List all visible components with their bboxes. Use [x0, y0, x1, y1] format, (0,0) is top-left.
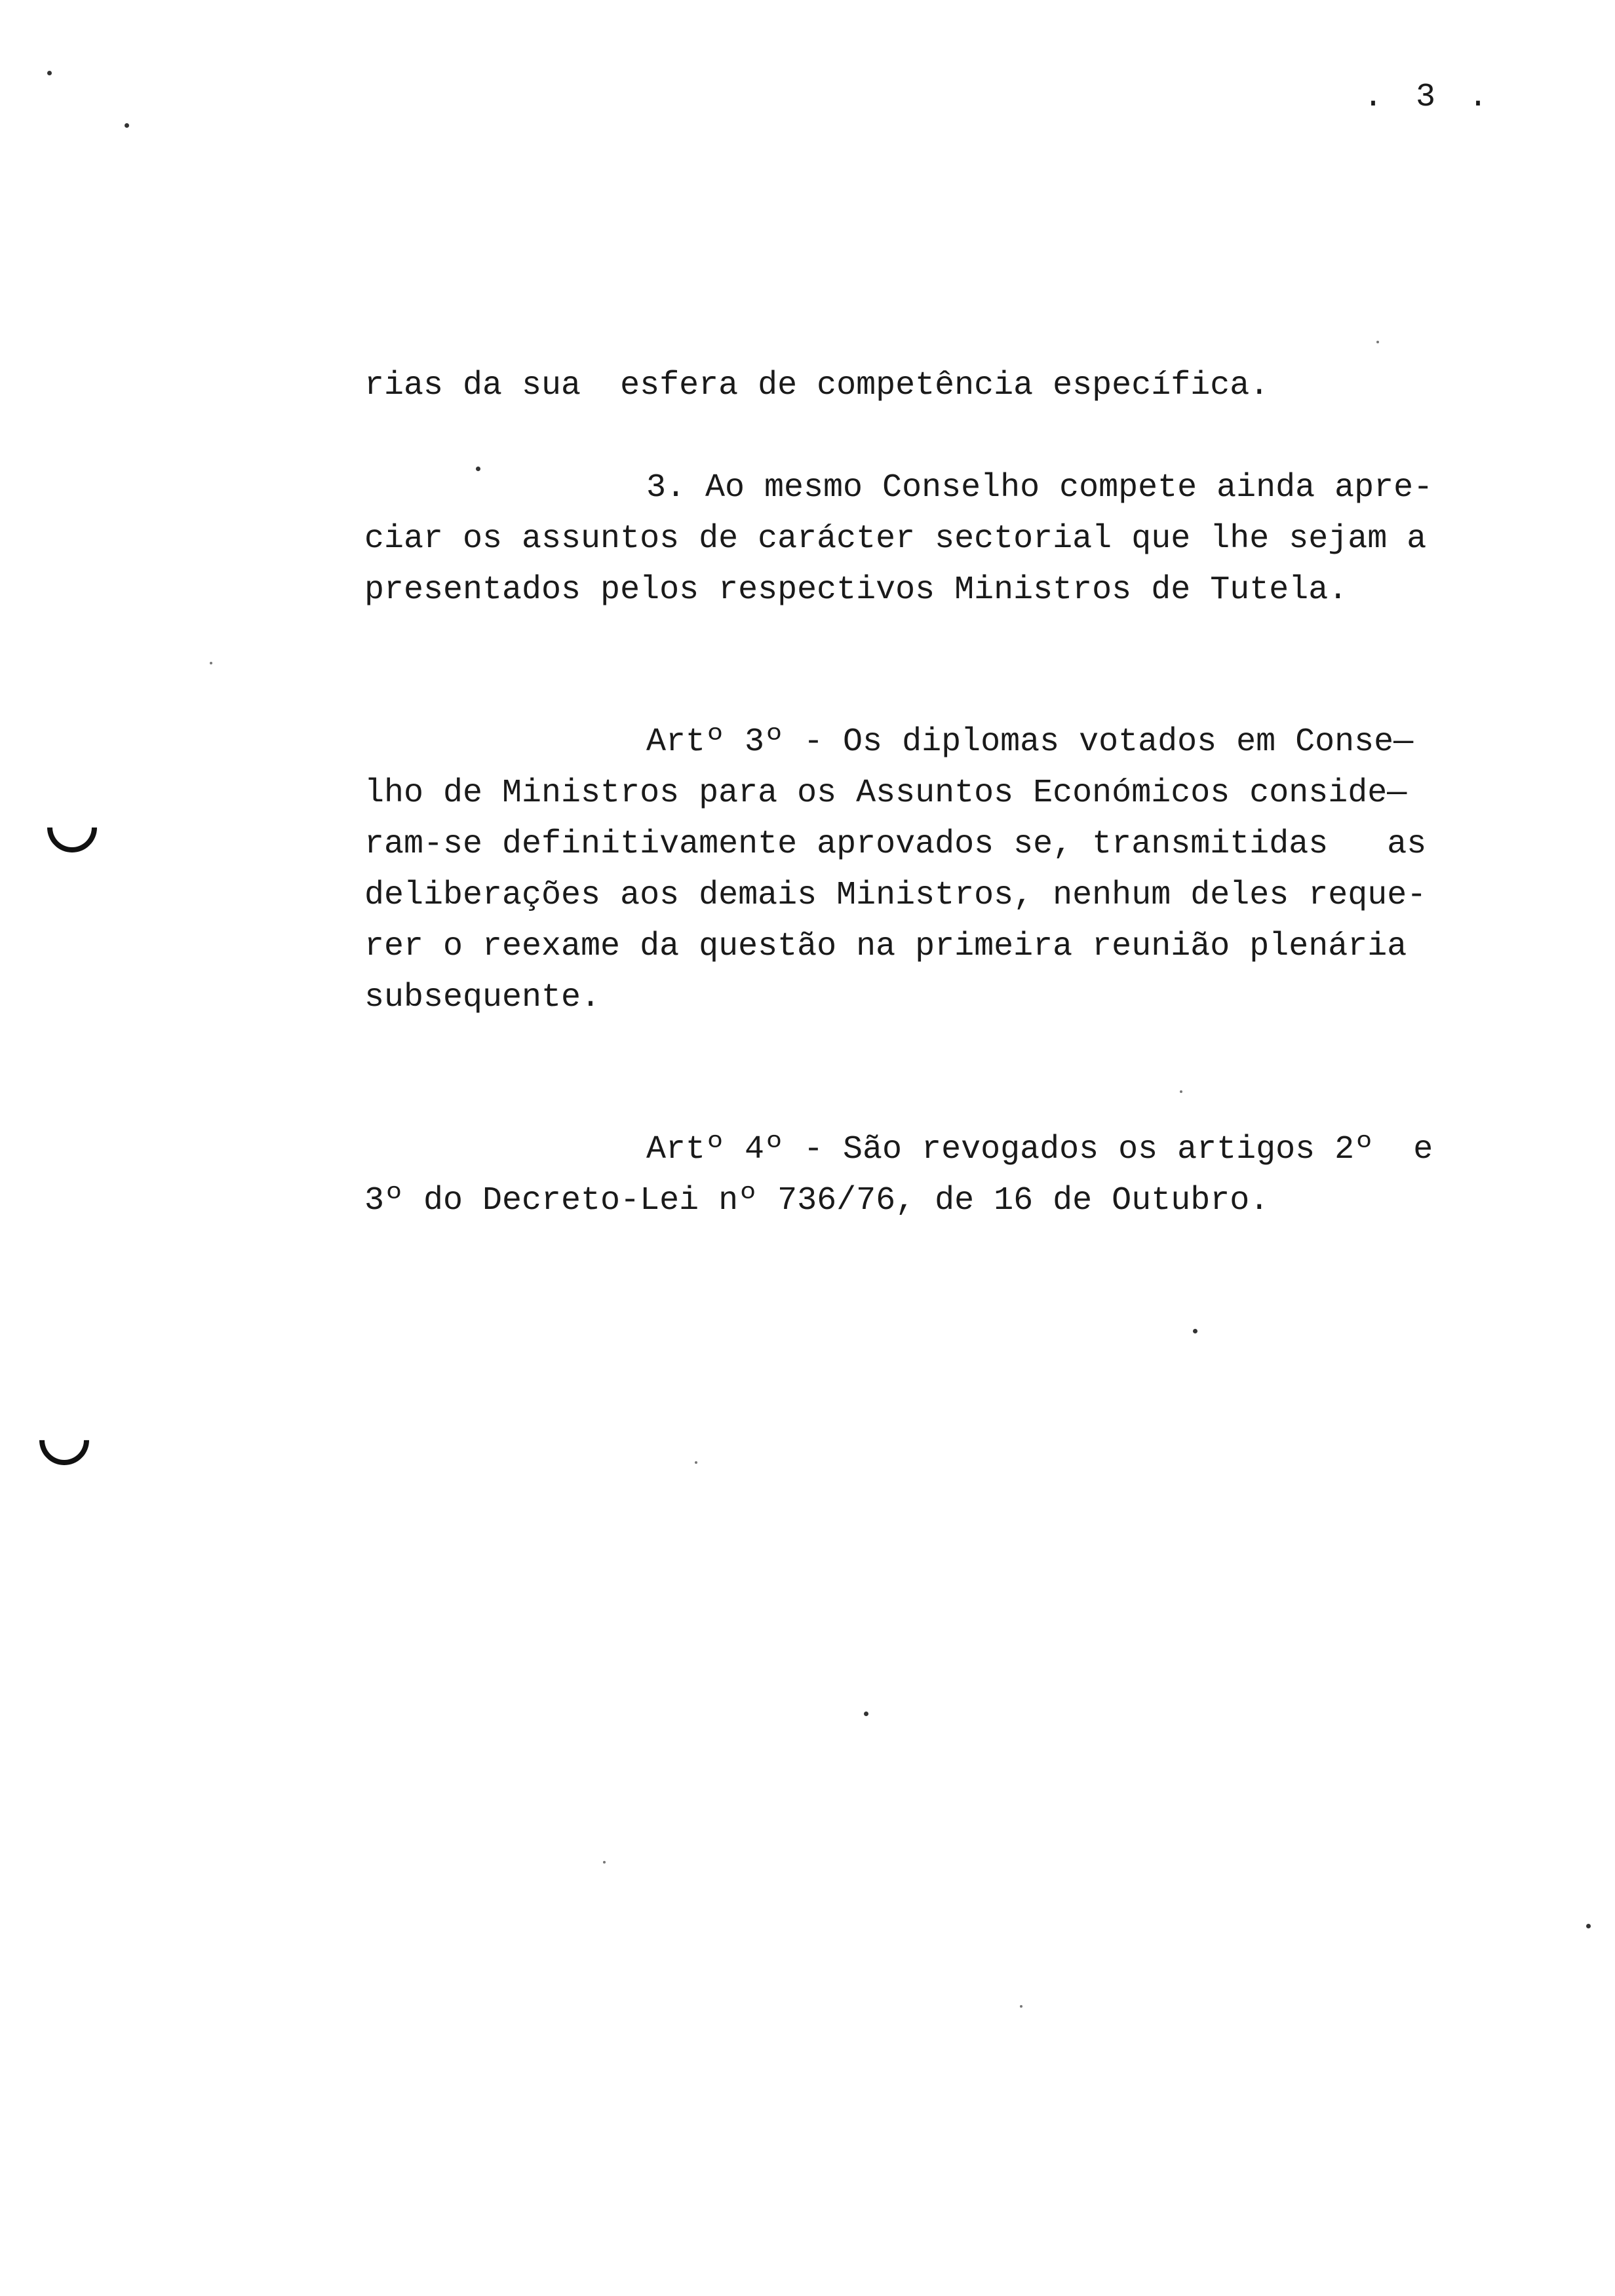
article-line: deliberações aos demais Ministros, nenhum deles reque- [364, 877, 1427, 914]
paragraph-line: ciar os assuntos de carácter sectorial que lhe sejam a [364, 520, 1427, 558]
binder-hole-mark [37, 792, 107, 862]
article-line: lho de Ministros para os Assuntos Económicos conside— [364, 775, 1407, 812]
binder-hole-mark [29, 1405, 99, 1475]
article-line: rer o reexame da questão na primeira reunião plenária [364, 928, 1407, 965]
scan-speck [1586, 1924, 1591, 1928]
page-number: . 3 . [1363, 79, 1495, 116]
scan-speck [1180, 1090, 1182, 1093]
paragraph-line: rias da sua esfera de competência específica. [364, 367, 1270, 404]
scan-speck [1193, 1329, 1197, 1333]
paragraph-line: presentados pelos respectivos Ministros de Tutela. [364, 571, 1348, 609]
article-line: ram-se definitivamente aprovados se, transmitidas as [364, 826, 1427, 863]
scan-speck [476, 467, 480, 471]
scan-speck [1020, 2005, 1022, 2008]
scan-speck [125, 123, 129, 128]
scan-speck [603, 1861, 606, 1864]
article-line: Artº 4º - São revogados os artigos 2º e [646, 1131, 1433, 1168]
scan-speck [47, 71, 52, 75]
scan-speck [695, 1461, 697, 1464]
article-line: subsequente. [364, 979, 601, 1016]
scan-speck [1376, 341, 1379, 343]
article-line: Artº 3º - Os diplomas votados em Conse— [646, 723, 1414, 761]
scan-speck [864, 1712, 868, 1716]
paragraph-line: 3. Ao mesmo Conselho compete ainda apre- [646, 469, 1433, 507]
scan-speck [210, 662, 212, 664]
article-line: 3º do Decreto-Lei nº 736/76, de 16 de Outubro. [364, 1182, 1270, 1219]
